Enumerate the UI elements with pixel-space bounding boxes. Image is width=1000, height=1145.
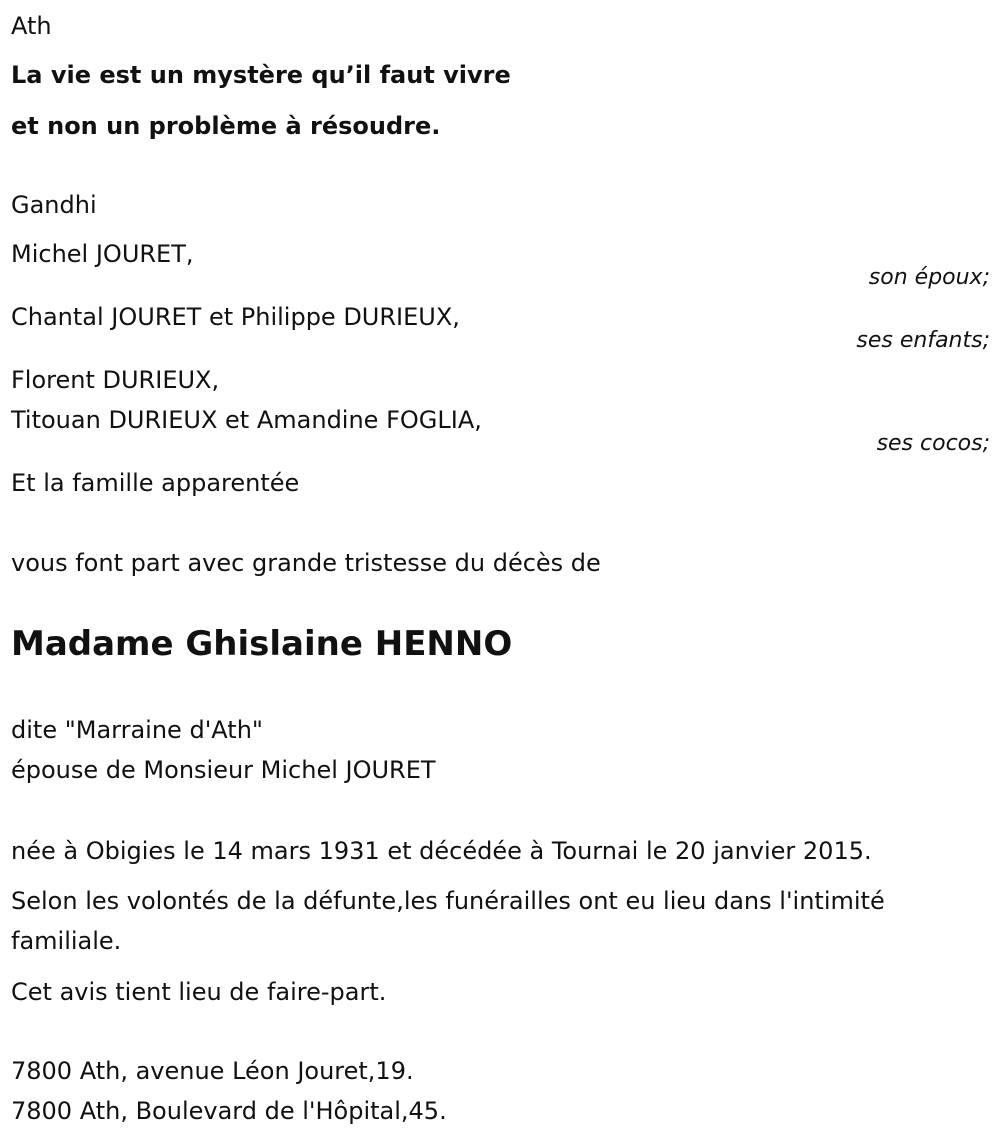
deceased-spouse-of: épouse de Monsieur Michel JOURET [11, 756, 436, 784]
cocos-role: ses cocos; [876, 431, 990, 456]
children-names: Chantal JOURET et Philippe DURIEUX, [11, 303, 460, 331]
deceased-name: Madame Ghislaine HENNO [11, 624, 513, 664]
notice-line: Cet avis tient lieu de faire-part. [11, 978, 387, 1006]
place-header: Ath [11, 12, 52, 40]
quote-line-1: La vie est un mystère qu’il faut vivre [11, 61, 511, 89]
spouse-role: son époux; [868, 265, 990, 290]
birth-death-line: née à Obigies le 14 mars 1931 et décédée à Tournai le 20 janvier 2015. [11, 837, 872, 865]
quote-line-2: et non un problème à résoudre. [11, 112, 441, 140]
quote-author: Gandhi [11, 191, 97, 219]
address-line-2: 7800 Ath, Boulevard de l'Hôpital,45. [11, 1097, 447, 1125]
funeral-line-2: familiale. [11, 927, 122, 955]
children-role: ses enfants; [856, 328, 990, 353]
coco-name-1: Florent DURIEUX, [11, 366, 220, 394]
funeral-line-1: Selon les volontés de la défunte,les funérailles ont eu lieu dans l'intimité [11, 887, 885, 915]
deceased-nickname: dite "Marraine d'Ath" [11, 716, 263, 744]
announcement-line: vous font part avec grande tristesse du décès de [11, 549, 601, 577]
spouse-name: Michel JOURET, [11, 240, 194, 268]
coco-name-2: Titouan DURIEUX et Amandine FOGLIA, [11, 406, 482, 434]
relatives-line: Et la famille apparentée [11, 469, 300, 497]
address-line-1: 7800 Ath, avenue Léon Jouret,19. [11, 1057, 414, 1085]
